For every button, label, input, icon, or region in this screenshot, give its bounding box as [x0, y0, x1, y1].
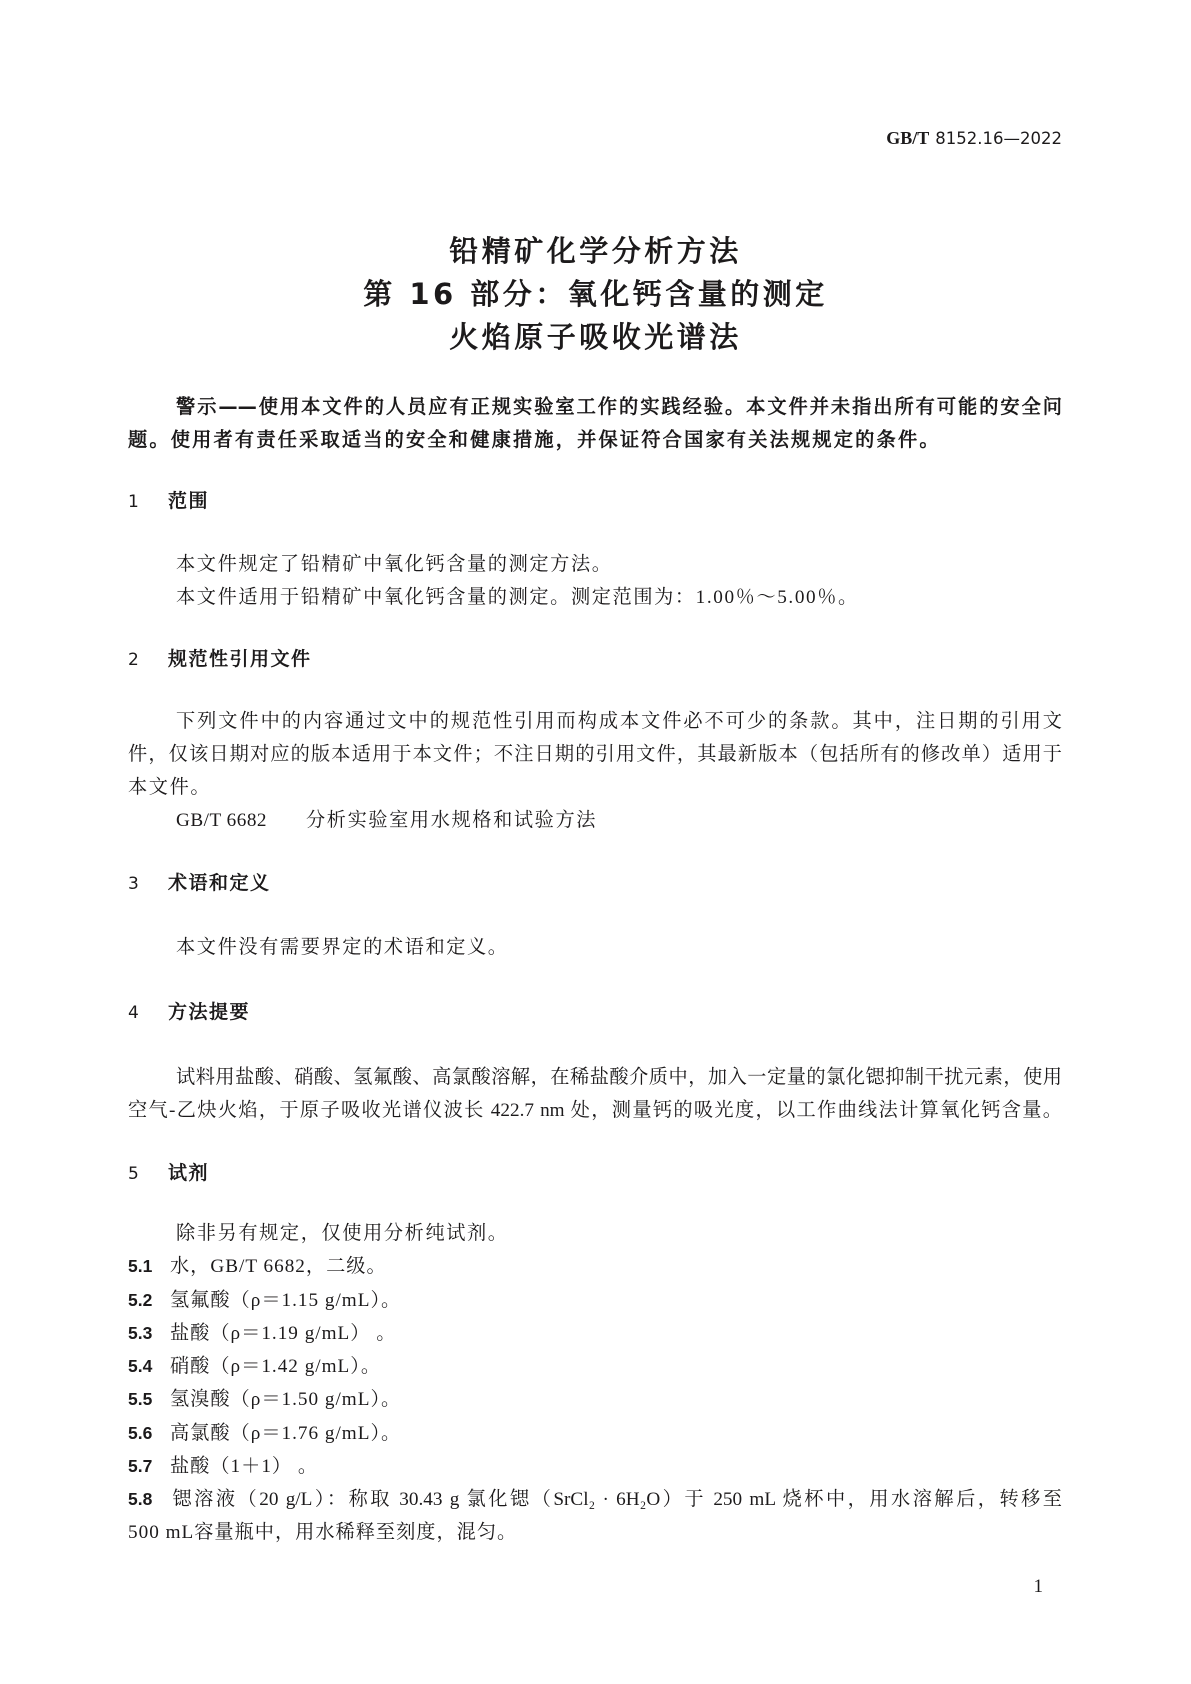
reference-code: GB/T 6682	[176, 810, 268, 831]
paragraph-line: 件，仅该日期对应的版本适用于本文件；不注日期的引用文件，其最新版本（包括所有的修改单）适用于	[128, 744, 1062, 765]
list-item	[128, 1350, 1062, 1383]
page-number: 1	[1033, 1576, 1043, 1597]
list-item	[128, 1383, 1062, 1416]
reference-entry	[128, 804, 1062, 837]
item-number: 5.5	[128, 1389, 153, 1410]
list-item	[128, 1284, 1062, 1317]
section-title: 试剂	[168, 1162, 210, 1184]
item-number: 5.3	[128, 1322, 153, 1343]
warning-line: 题。使用者有责任采取适当的安全和健康措施，并保证符合国家有关法规规定的条件。	[128, 428, 941, 451]
item-number: 5.4	[128, 1356, 153, 1377]
section-1-body	[128, 548, 1062, 614]
list-item	[128, 1317, 1062, 1350]
standard-code-number: 8152.16—2022	[935, 129, 1062, 148]
list-item	[128, 1450, 1062, 1483]
list-item	[128, 1417, 1062, 1450]
list-item-continuation: 500 mL容量瓶中，用水稀释至刻度，混匀。	[128, 1521, 518, 1543]
section-title: 规范性引用文件	[168, 648, 312, 670]
title-line-2: 第 16 部分：氧化钙含量的测定	[363, 277, 828, 311]
section-number: 4	[128, 1003, 139, 1023]
section-4-body	[128, 1061, 1062, 1127]
item-number: 5.7	[128, 1456, 153, 1477]
paragraph: 本文件没有需要界定的术语和定义。	[176, 937, 509, 958]
section-number: 5	[128, 1164, 139, 1184]
standard-code-prefix: GB/T	[886, 128, 930, 148]
section-title: 范围	[168, 490, 210, 512]
reference-title: 分析实验室用水规格和试验方法	[306, 810, 598, 831]
item-text: 氢氟酸（ρ＝1.15 g/mL）。	[170, 1289, 402, 1311]
paragraph: 本文件适用于铅精矿中氧化钙含量的测定。测定范围为：1.00％～5.00％。	[176, 587, 859, 608]
document-title	[0, 230, 1191, 359]
section-2-body	[128, 705, 1062, 837]
standard-code	[886, 126, 1062, 152]
section-1-heading	[128, 485, 209, 519]
section-3-body	[128, 931, 1062, 964]
item-text: 硝酸（ρ＝1.42 g/mL）。	[170, 1356, 382, 1378]
item-text: 高氯酸（ρ＝1.76 g/mL）。	[170, 1422, 402, 1444]
title-line-3: 火焰原子吸收光谱法	[449, 320, 742, 354]
warning-notice	[128, 390, 1062, 456]
title-line-1: 铅精矿化学分析方法	[449, 234, 742, 268]
paragraph-line: 空气-乙炔火焰，于原子吸收光谱仪波长 422.7 nm 处，测量钙的吸光度，以工作曲线法计算氧化钙含量。	[128, 1100, 1062, 1121]
item-text: 氢溴酸（ρ＝1.50 g/mL）。	[170, 1389, 402, 1411]
item-number: 5.2	[128, 1289, 153, 1310]
paragraph-line: 下列文件中的内容通过文中的规范性引用而构成本文件必不可少的条款。其中，注日期的引用文	[176, 711, 1062, 732]
reagents-intro: 除非另有规定，仅使用分析纯试剂。	[176, 1223, 509, 1244]
item-text: 盐酸（1＋1） 。	[170, 1456, 319, 1478]
section-title: 方法提要	[168, 1001, 251, 1023]
paragraph-line: 试料用盐酸、硝酸、氢氟酸、高氯酸溶解，在稀盐酸介质中，加入一定量的氯化锶抑制干扰元素，使用	[176, 1067, 1062, 1088]
section-title: 术语和定义	[168, 872, 271, 894]
item-text: 水，GB/T 6682，二级。	[170, 1256, 387, 1278]
section-number: 2	[128, 650, 139, 670]
section-4-heading	[128, 996, 250, 1030]
item-number: 5.1	[128, 1256, 153, 1277]
section-5-heading	[128, 1157, 209, 1191]
section-number: 1	[128, 492, 139, 512]
item-text: 锶溶液（20 g/L）：称取 30.43 g 氯化锶（SrCl₂ · 6H₂O）于 250 mL 烧杯中，用水溶解后，转移至	[170, 1489, 1062, 1511]
section-3-heading	[128, 867, 271, 901]
list-item	[128, 1483, 1062, 1516]
item-number: 5.8	[128, 1489, 153, 1510]
paragraph: 本文件规定了铅精矿中氧化钙含量的测定方法。	[176, 554, 613, 575]
item-text: 盐酸（ρ＝1.19 g/mL） 。	[170, 1322, 397, 1344]
list-item	[128, 1250, 1062, 1283]
paragraph-line: 本文件。	[128, 777, 212, 798]
warning-line: 警示——使用本文件的人员应有正规实验室工作的实践经验。本文件并未指出所有可能的安全问	[176, 395, 1062, 418]
item-number: 5.6	[128, 1422, 153, 1443]
reagent-list	[128, 1218, 1062, 1549]
section-2-heading	[128, 643, 312, 677]
section-number: 3	[128, 874, 139, 894]
